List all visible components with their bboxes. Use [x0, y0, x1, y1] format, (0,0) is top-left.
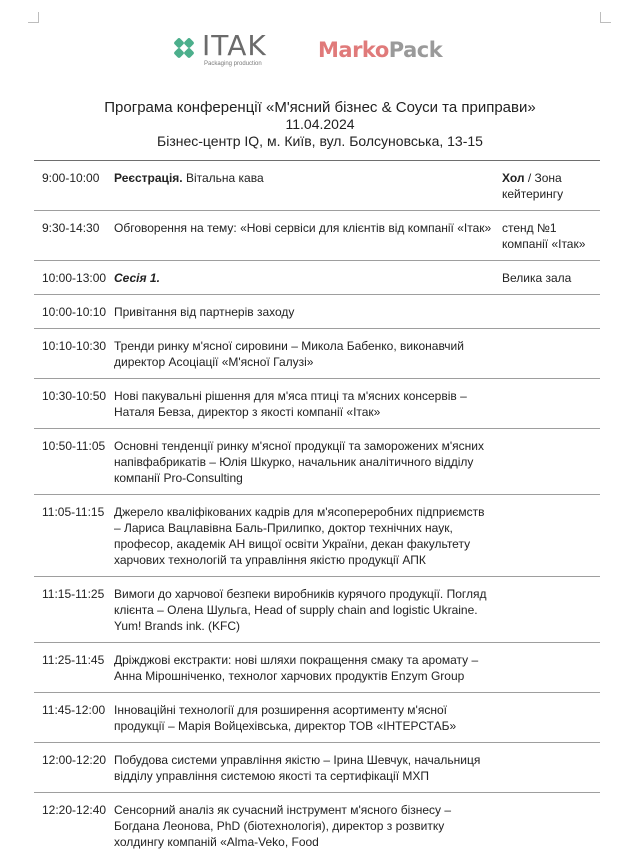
schedule-table [34, 160, 600, 858]
topic-cell: Вимоги до харчової безпеки виробників курячого продукції. Погляд клієнта – Олена Шульга, Head of supply chain and logistic Ukraine. Yum! Brands ink. (KFC) [114, 577, 502, 643]
session-label: Сесія 1. [114, 271, 160, 285]
table-row [34, 643, 600, 693]
topic-cell: Побудова системи управління якістю – Ірина Шевчук, начальниця відділу управління системою якості та сертифікації МХП [114, 743, 502, 793]
table-row [34, 495, 600, 577]
place-cell [502, 793, 600, 858]
markopack-logo-part1: Marko [318, 38, 389, 62]
table-row [34, 577, 600, 643]
place-cell [502, 295, 600, 329]
time-cell: 11:05-11:15 [34, 495, 114, 577]
time-cell: 12:00-12:20 [34, 743, 114, 793]
markopack-logo [318, 38, 442, 62]
time-cell: 10:00-10:10 [34, 295, 114, 329]
program-date: 11.04.2024 [0, 116, 640, 133]
itak-wordmark: ITAK [202, 30, 267, 62]
topic-cell [114, 261, 502, 295]
place-bold-label: Хол [502, 171, 525, 185]
markopack-logo-part2: Pack [389, 38, 442, 62]
time-cell: 10:00-13:00 [34, 261, 114, 295]
time-cell: 11:25-11:45 [34, 643, 114, 693]
time-cell: 11:45-12:00 [34, 693, 114, 743]
time-cell: 11:15-11:25 [34, 577, 114, 643]
topic-cell: Основні тенденції ринку м'ясної продукції та заморожених м'ясних напівфабрикатів – Юлія Шкурко, начальник аналітичного відділу компанії Pro-Consulting [114, 429, 502, 495]
topic-cell: Дріжджові екстракти: нові шляхи покращення смаку та аромату – Анна Мірошніченко, технолог харчових продуктів Enzym Group [114, 643, 502, 693]
place-cell [502, 693, 600, 743]
table-row [34, 379, 600, 429]
table-row [34, 211, 600, 261]
topic-cell: Джерело кваліфікованих кадрів для м'ясопереробних підприємств – Лариса Вацлавівна Баль-Прилипко, доктор технічних наук, професор, академік АН вищої освіти України, декан факультету харчових технологій та управління якістю продукції АПК [114, 495, 502, 577]
topic-text: Вітальна кава [183, 171, 264, 185]
crop-mark-top-left [28, 12, 39, 23]
topic-bold-label: Реєстрація. [114, 171, 183, 185]
place-cell [502, 429, 600, 495]
topic-cell: Обговорення на тему: «Нові сервіси для клієнтів від компанії «Ітак» [114, 211, 502, 261]
place-cell: стенд №1 компанії «Ітак» [502, 211, 600, 261]
topic-cell: Сенсорний аналіз як сучасний інструмент м'ясного бізнесу – Богдана Леонова, PhD (біотехнологія), директор з розвитку холдингу компаній «Alma-Veko, Food [114, 793, 502, 858]
place-text: / Зона кейтерингу [502, 171, 563, 201]
table-row [34, 743, 600, 793]
time-cell: 12:20-12:40 [34, 793, 114, 858]
table-row [34, 693, 600, 743]
table-row [34, 261, 600, 295]
place-cell [502, 643, 600, 693]
topic-cell [114, 161, 502, 211]
place-cell [502, 161, 600, 211]
topic-cell: Привітання від партнерів заходу [114, 295, 502, 329]
place-cell [502, 577, 600, 643]
place-cell [502, 379, 600, 429]
logos-bar [0, 30, 640, 74]
place-cell [502, 495, 600, 577]
place-cell [502, 743, 600, 793]
time-cell: 9:30-14:30 [34, 211, 114, 261]
table-row [34, 161, 600, 211]
table-row [34, 295, 600, 329]
time-cell: 10:10-10:30 [34, 329, 114, 379]
itak-tagline: Packaging production [204, 61, 262, 67]
program-header [0, 99, 640, 150]
topic-cell: Нові пакувальні рішення для м'яса птиці та м'ясних консервів – Наталя Бевза, директор з якості компанії «Ітак» [114, 379, 502, 429]
time-cell: 10:50-11:05 [34, 429, 114, 495]
table-row [34, 329, 600, 379]
topic-cell: Тренди ринку м'ясної сировини – Микола Бабенко, виконавчий директор Асоціації «М'ясної Галузі» [114, 329, 502, 379]
table-row [34, 429, 600, 495]
table-row [34, 793, 600, 858]
itak-clover-icon [172, 36, 196, 60]
time-cell: 9:00-10:00 [34, 161, 114, 211]
topic-cell: Інноваційні технології для розширення асортименту м'ясної продукції – Марія Войцехівська, директор ТОВ «ІНТЕРСТАБ» [114, 693, 502, 743]
program-title: Програма конференції «М'ясний бізнес & Соуси та приправи» [0, 99, 640, 116]
crop-mark-top-right [600, 12, 611, 23]
time-cell: 10:30-10:50 [34, 379, 114, 429]
place-cell [502, 329, 600, 379]
program-venue: Бізнес-центр IQ, м. Київ, вул. Болсуновська, 13-15 [0, 133, 640, 150]
place-cell: Велика зала [502, 261, 600, 295]
